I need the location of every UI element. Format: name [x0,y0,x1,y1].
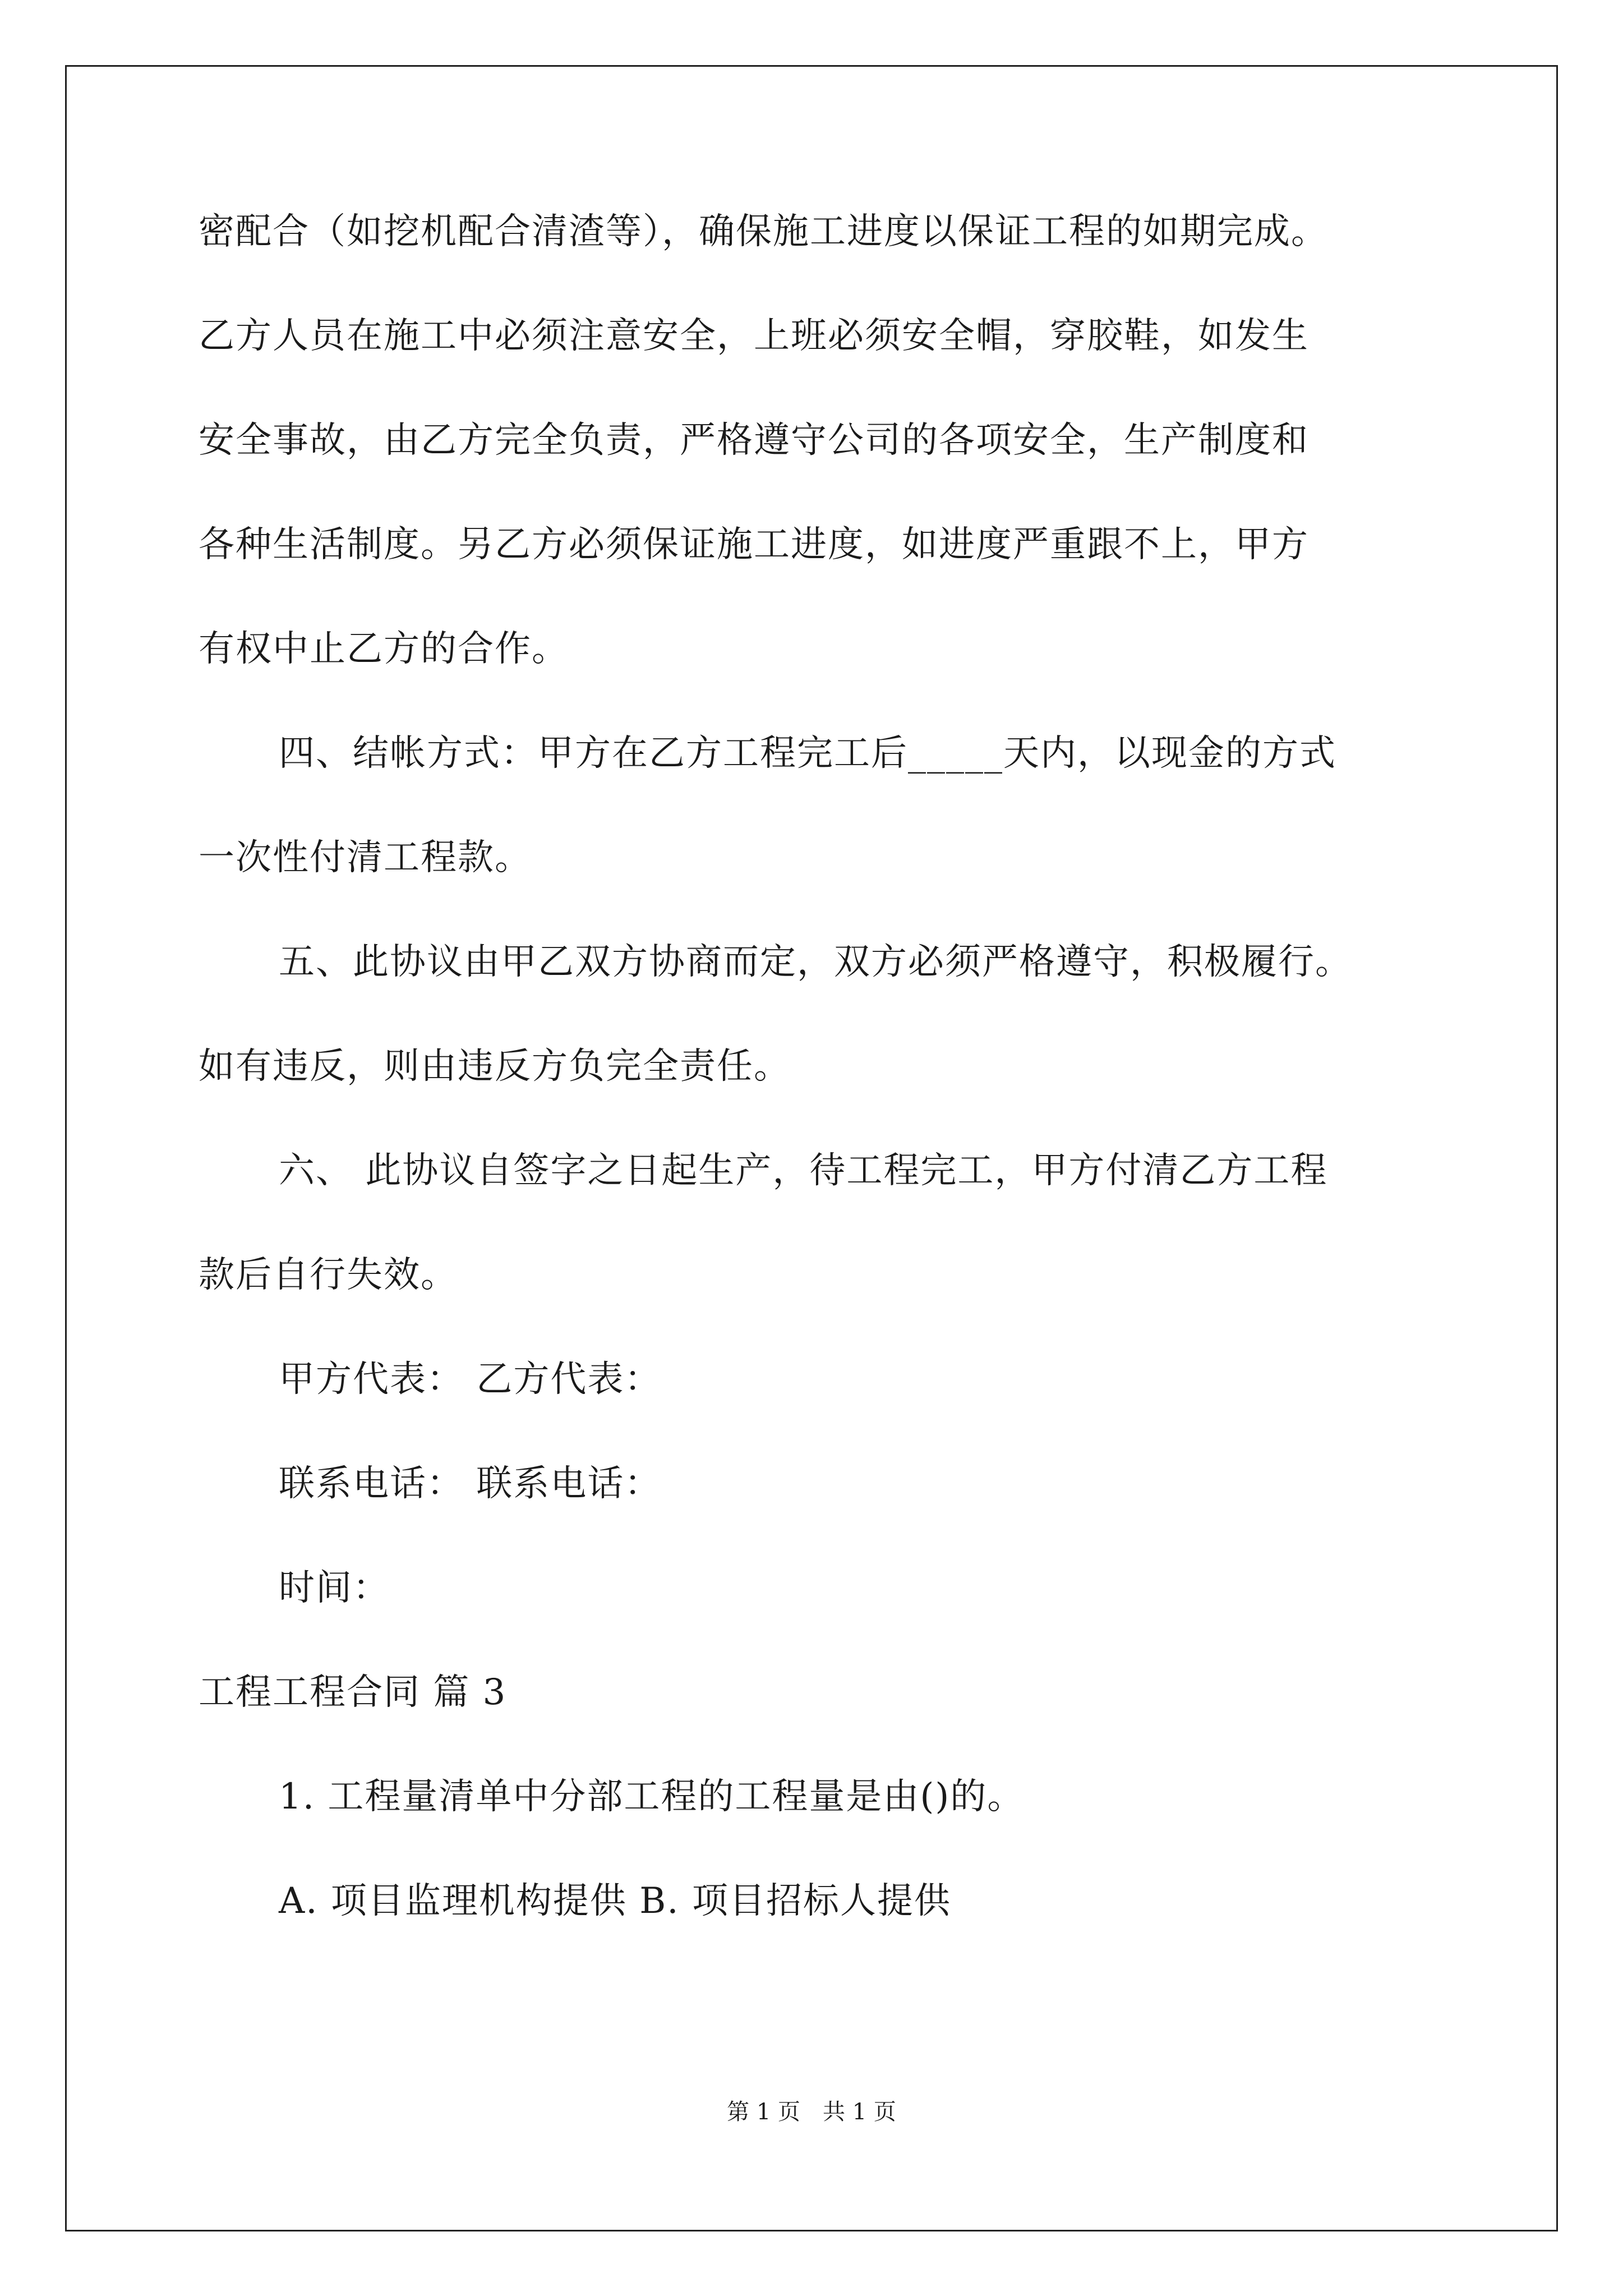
paragraph-line: 有权中止乙方的合作。 [199,628,569,670]
agreement-terms-line: 五、此协议由甲乙双方协商而定，双方必须严格遵守，积极履行。 [279,941,1352,983]
payment-terms-line: 四、结帐方式：甲方在乙方工程完工后_____天内，以现金的方式 [279,733,1336,774]
validity-terms-line: 六、 此协议自签字之日起生产，待工程完工，甲方付清乙方工程 [279,1150,1328,1191]
page-total: 共 1 页 [823,2099,896,2125]
question-line: 1. 工程量清单中分部工程的工程量是由()的。 [279,1776,1025,1818]
paragraph-line: 款后自行失效。 [199,1254,458,1296]
paragraph-line: 密配合（如挖机配合清渣等），确保施工进度以保证工程的如期完成。 [199,211,1328,252]
date-line: 时间： [279,1567,390,1609]
representatives-line: 甲方代表： 乙方代表： [279,1359,662,1400]
page-number: 第 1 页 [727,2099,800,2125]
options-line: A. 项目监理机构提供 B. 项目招标人提供 [279,1880,951,1922]
section-heading: 工程工程合同 篇 3 [199,1672,507,1713]
paragraph-line: 一次性付清工程款。 [199,837,532,878]
paragraph-line: 各种生活制度。另乙方必须保证施工进度，如进度严重跟不上，甲方 [199,524,1309,565]
page-footer [0,2095,1623,2129]
paragraph-line: 乙方人员在施工中必须注意安全，上班必须安全帽，穿胶鞋，如发生 [199,315,1309,357]
paragraph-line: 如有违反，则由违反方负完全责任。 [199,1046,791,1087]
contact-phone-line: 联系电话： 联系电话： [279,1463,662,1504]
paragraph-line: 安全事故，由乙方完全负责，严格遵守公司的各项安全，生产制度和 [199,420,1309,461]
